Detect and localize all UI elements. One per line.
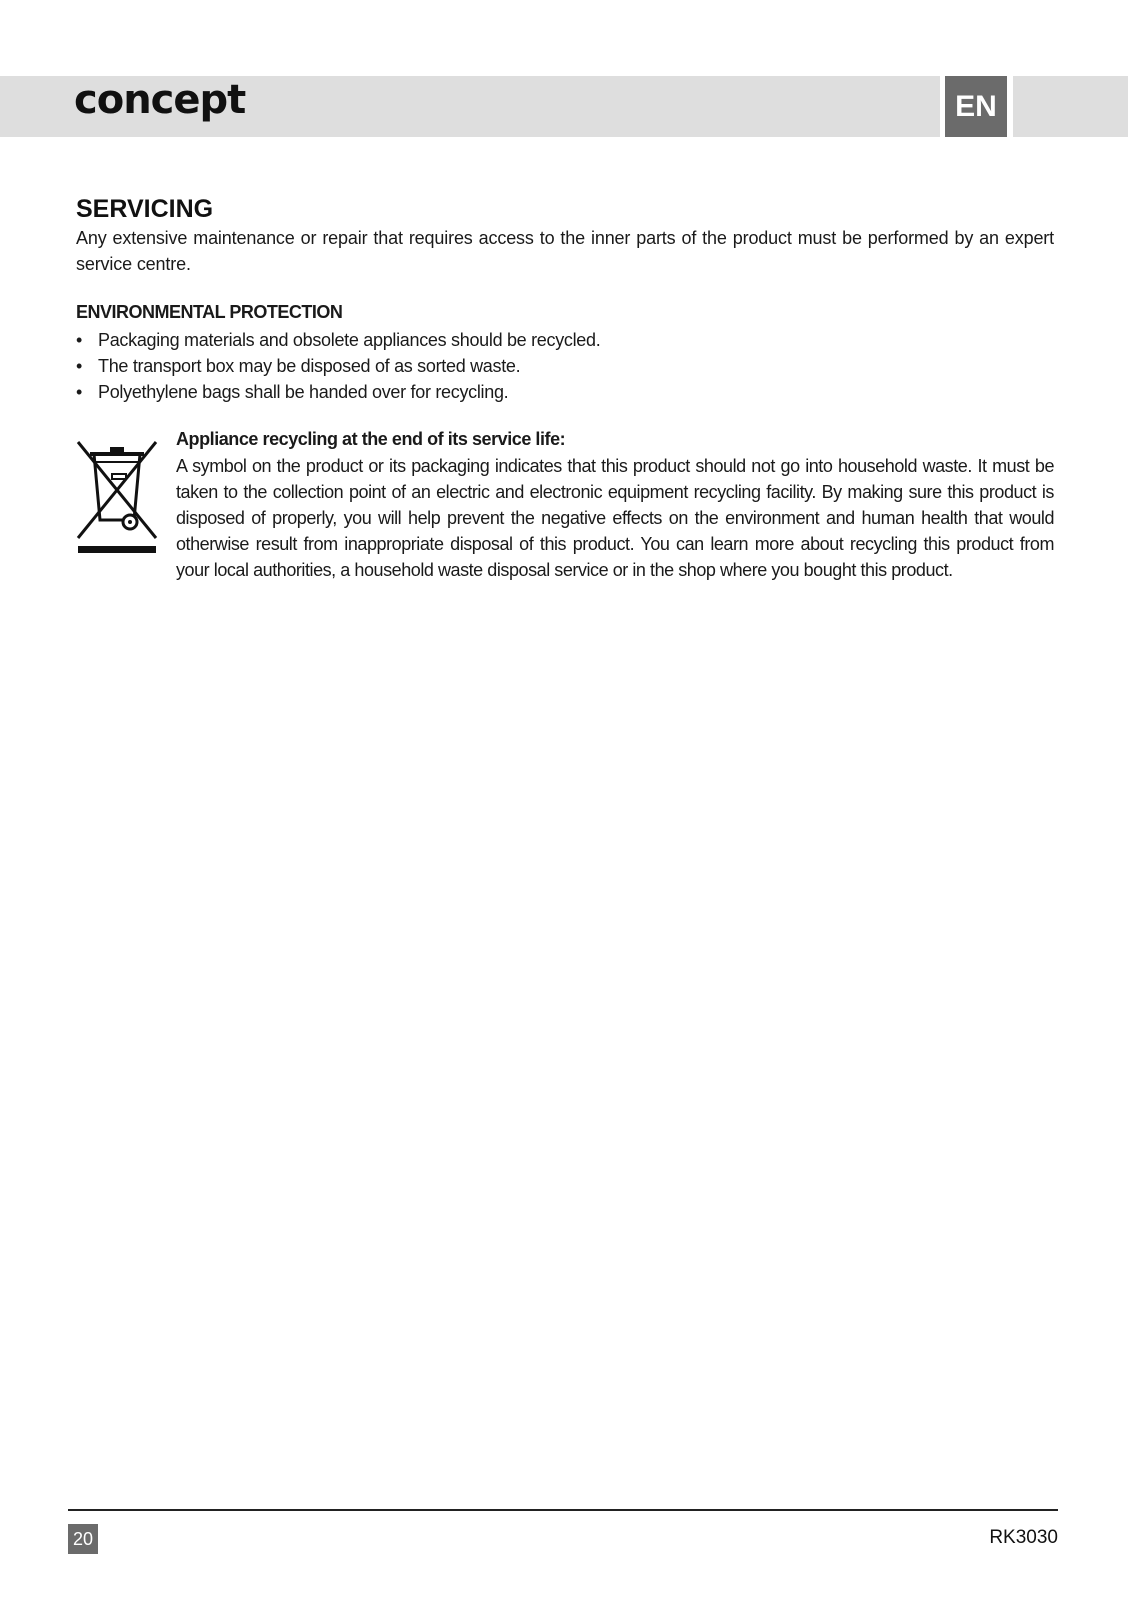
list-item-text: Polyethylene bags shall be handed over for recycling. xyxy=(98,382,509,402)
header-band-right xyxy=(1013,76,1128,137)
list-item xyxy=(76,327,600,353)
servicing-paragraph: Any extensive maintenance or repair that requires access to the inner parts of the product must be performed by an expert service centre. xyxy=(76,228,1054,274)
recycling-paragraph: A symbol on the product or its packaging indicates that this product should not go into household waste. It must be taken to the collection point of an electric and electronic equipment recycling facility. By making sure this product is disposed of properly, you will help prevent the negative effects on the environment and human health that would otherwise result from inappropriate disposal of this product. You can learn more about recycling this product from your local authorities, a household waste disposal service or in the shop where you bought this product. xyxy=(176,456,1054,580)
model-number: RK3030 xyxy=(989,1527,1058,1548)
footer-divider xyxy=(68,1509,1058,1511)
list-item-text: The transport box may be disposed of as sorted waste. xyxy=(98,356,521,376)
environmental-heading: ENVIRONMENTAL PROTECTION xyxy=(76,302,343,322)
recycling-heading: Appliance recycling at the end of its service life: xyxy=(176,429,566,449)
bullet-icon: • xyxy=(76,330,83,350)
language-badge: EN xyxy=(945,76,1007,137)
environmental-list xyxy=(76,327,600,405)
crossed-out-wheelie-bin-icon xyxy=(76,440,158,556)
page-number: 20 xyxy=(68,1524,98,1554)
list-item-text: Packaging materials and obsolete appliances should be recycled. xyxy=(98,330,601,350)
brand-logo: concept xyxy=(74,77,246,123)
servicing-title: SERVICING xyxy=(76,195,214,223)
list-item xyxy=(76,353,600,379)
list-item xyxy=(76,379,600,405)
bullet-icon: • xyxy=(76,382,83,402)
bullet-icon: • xyxy=(76,356,83,376)
